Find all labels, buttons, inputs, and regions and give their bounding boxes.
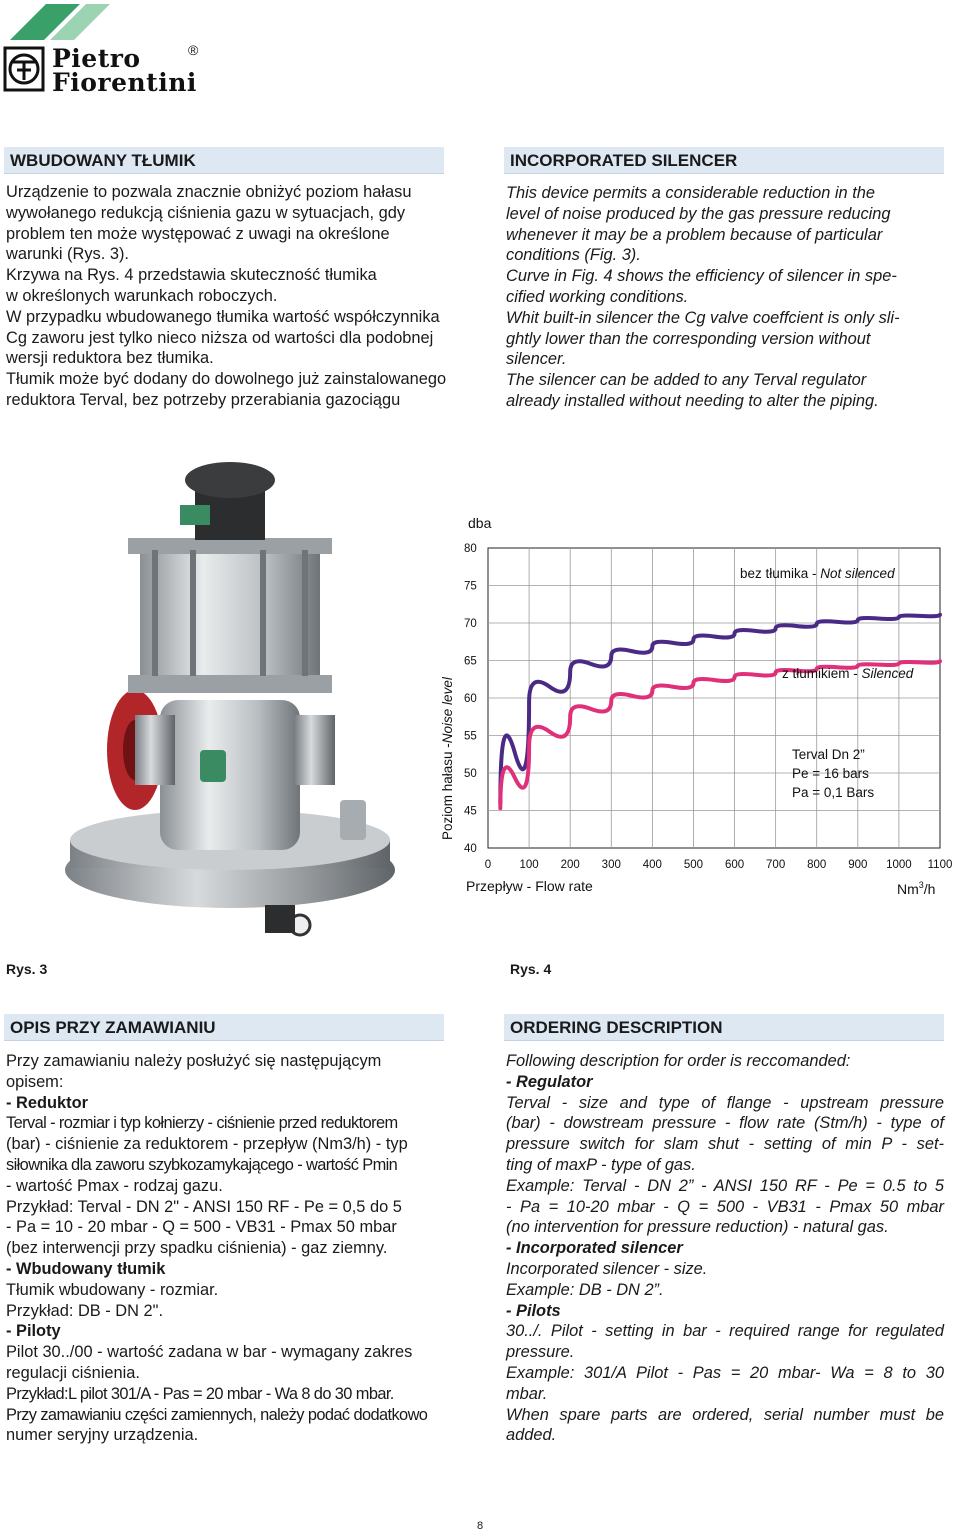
wbudowany-text-line: Tłumik może być dodany do dowolnego już zainstalowanego — [6, 370, 447, 389]
opis-text-line: Przykład:L pilot 301/A - Pas = 20 mbar - Wa 8 do 30 mbar. — [6, 1384, 394, 1403]
incorporated-text-line: whenever it may be a problem because of particular — [506, 225, 883, 244]
brand-name-line1: Pietro — [52, 44, 141, 73]
ordering-text-line: pressure. — [506, 1343, 575, 1362]
figure-label-rys3: Rys. 3 — [6, 961, 48, 977]
ordering-text-line: (bar) - dowstream pressure - flow rate (Stm/h) - type of — [506, 1114, 944, 1133]
page-number: 8 — [476, 1520, 484, 1532]
chart-x-ticks — [485, 859, 953, 871]
wbudowany-text-line: wywołanego redukcją ciśnienia gazu w sytuacjach, gdy — [6, 203, 406, 222]
opis-text-line: opisem: — [6, 1072, 64, 1091]
ordering-text-line: Terval - size and type of flange - upstream pressure — [506, 1093, 944, 1112]
ordering-text-line: 30../. Pilot - setting in bar - required range for regulated — [506, 1322, 944, 1341]
ordering-text-line: (no intervention for pressure reduction) - natural gas. — [506, 1218, 889, 1237]
wbudowany-text-line: Urządzenie to pozwala znacznie obniżyć poziom hałasu — [6, 183, 412, 201]
y-tick-label: 55 — [464, 730, 477, 743]
section-body-incorporated — [506, 183, 944, 412]
ordering-text-subheading: - Incorporated silencer — [506, 1239, 683, 1258]
opis-text-line: - wartość Pmax - rodzaj gazu. — [6, 1176, 223, 1195]
opis-text-subheading: - Wbudowany tłumik — [6, 1259, 166, 1278]
ordering-text-line: - Pa = 10-20 mbar - Q = 500 - VB31 - Pmax 50 mbar — [506, 1197, 944, 1216]
chart-plot-area — [488, 548, 940, 848]
chart-x-unit: Nm$^3$/h — [897, 880, 936, 897]
x-tick-label: 400 — [642, 859, 662, 871]
chart-annotation-line1: Terval Dn 2” — [792, 747, 865, 762]
wbudowany-text-line: W przypadku wbudowanego tłumika wartość współczynnika — [6, 307, 440, 326]
wbudowany-text-line: Krzywa na Rys. 4 przedstawia skuteczność tłumika — [6, 266, 377, 285]
ordering-text-line: Example: 301/A Pilot - Pas = 20 mbar- Wa = 8 to 30 — [506, 1363, 944, 1382]
x-tick-label: 200 — [560, 859, 580, 871]
opis-text-line: - Pa = 10 - 20 mbar - Q = 500 - VB31 - Pmax 50 mbar — [6, 1218, 397, 1237]
x-tick-label: 1000 — [886, 859, 912, 871]
ordering-text-subheading: - Regulator — [506, 1072, 593, 1091]
section-body-wbudowany — [6, 182, 447, 411]
section-heading-incorporated: INCORPORATED SILENCER — [504, 147, 944, 174]
wbudowany-text-line: wersji reduktora bez tłumika. — [6, 349, 214, 368]
incorporated-text-line: already installed without needing to alter the piping. — [506, 391, 879, 410]
x-tick-label: 0 — [484, 859, 492, 871]
incorporated-text-line: level of noise produced by the gas pressure reducing — [506, 204, 891, 223]
x-tick-label: 500 — [683, 859, 704, 871]
opis-text-subheading: - Reduktor — [6, 1093, 88, 1112]
brand-registered-mark: ® — [188, 42, 199, 58]
opis-text-line: Terval - rozmiar i typ kołnierzy - ciśnienie przed reduktorem — [6, 1114, 398, 1133]
section-heading-wbudowany: WBUDOWANY TŁUMIK — [4, 147, 444, 174]
opis-text-subheading: - Piloty — [6, 1322, 61, 1341]
noise-level-chart — [440, 510, 960, 910]
x-tick-label: 700 — [766, 859, 786, 871]
incorporated-text-line: cified working conditions. — [506, 287, 689, 306]
chart-x-axis-label: Przepływ - Flow rate — [466, 878, 593, 894]
incorporated-text-line: silencer. — [506, 350, 567, 369]
opis-text-line: regulacji ciśnienia. — [6, 1363, 140, 1382]
chart-y-ticks — [464, 543, 477, 855]
regulator-photo — [60, 450, 400, 960]
y-tick-label: 70 — [464, 618, 477, 630]
section-heading-ordering: ORDERING DESCRIPTION — [504, 1014, 944, 1041]
y-tick-label: 75 — [464, 580, 477, 593]
incorporated-text-line: ghtly lower than the corresponding version without — [506, 329, 871, 348]
brand-logo-icon — [3, 46, 45, 92]
wbudowany-text-line: Cg zaworu jest tylko nieco niższa od wartości dla podobnej — [6, 328, 434, 347]
y-tick-label: 60 — [464, 693, 477, 705]
wbudowany-text-line: w określonych warunkach roboczych. — [6, 286, 278, 305]
chart-annotation-line3: Pa = 0,1 Bars — [792, 785, 875, 800]
opis-text-line: Przy zamawianiu należy posłużyć się następującym — [6, 1052, 382, 1070]
wbudowany-text-line: problem ten może występować z uwagi na określone — [6, 224, 390, 243]
ordering-text-line: Example: Terval - DN 2” - ANSI 150 RF - Pe = 0.5 to 5 — [506, 1176, 944, 1195]
brand-stripes — [2, 2, 112, 42]
x-tick-label: 800 — [807, 859, 827, 871]
legend-silenced: z tłumikiem - Silenced — [782, 666, 914, 681]
wbudowany-text-line: warunki (Rys. 3). — [6, 245, 129, 264]
ordering-text-line: mbar. — [506, 1384, 548, 1403]
section-body-ordering — [506, 1051, 944, 1446]
incorporated-text-line: The silencer can be added to any Terval regulator — [506, 371, 867, 390]
y-tick-label: 45 — [464, 805, 477, 818]
brand-name-line2: Fiorentini — [52, 68, 197, 97]
opis-text-line: Przy zamawianiu części zamiennych, należy podać dodatkowo — [6, 1405, 428, 1424]
opis-text-line: Pilot 30../00 - wartość zadana w bar - wymagany zakres — [6, 1343, 413, 1362]
chart-y-axis-label: Poziom hałasu -Noise level — [440, 677, 455, 840]
x-tick-label: 1100 — [927, 859, 953, 871]
y-tick-label: 80 — [464, 543, 477, 555]
opis-text-line: (bez interwencji przy spadku ciśnienia) - gaz ziemny. — [6, 1239, 388, 1258]
opis-text-line: numer seryjny urządzenia. — [6, 1426, 199, 1445]
opis-text-line: Przykład: DB - DN 2". — [6, 1301, 164, 1320]
chart-y-unit: dba — [468, 515, 492, 531]
opis-text-line: siłownika dla zaworu szybkozamykającego - wartość Pmin — [6, 1155, 398, 1174]
chart-annotation-line2: Pe = 16 bars — [792, 766, 869, 781]
x-tick-label: 600 — [724, 859, 745, 871]
section-heading-opis: OPIS PRZY ZAMAWIANIU — [4, 1014, 444, 1041]
ordering-text-line: Following description for order is reccomanded: — [506, 1052, 851, 1070]
opis-text-line: (bar) - ciśnienie za reduktorem - przepływ (Nm3/h) - typ — [6, 1135, 408, 1154]
series-line-not-silenced — [500, 615, 940, 803]
incorporated-text-line: conditions (Fig. 3). — [506, 246, 641, 265]
ordering-text-line: Example: DB - DN 2”. — [506, 1280, 664, 1299]
y-tick-label: 65 — [464, 655, 477, 668]
x-tick-label: 900 — [848, 859, 868, 871]
x-tick-label: 100 — [519, 859, 539, 871]
ordering-text-line: pressure switch for slam shut - setting of min P - set- — [506, 1135, 944, 1154]
legend-not-silenced: bez tłumika - Not silenced — [740, 566, 895, 581]
incorporated-text-line: Curve in Fig. 4 shows the efficiency of silencer in spe- — [506, 267, 897, 286]
ordering-text-subheading: - Pilots — [506, 1301, 561, 1320]
wbudowany-text-line: reduktora Terval, bez potrzeby przerabiania gazociągu — [6, 390, 401, 409]
y-tick-label: 50 — [464, 768, 477, 780]
opis-text-line: Przykład: Terval - DN 2" - ANSI 150 RF - Pe = 0,5 do 5 — [6, 1197, 402, 1216]
y-tick-label: 40 — [464, 843, 477, 855]
chart-series — [500, 615, 940, 809]
figure-label-rys4: Rys. 4 — [510, 961, 552, 977]
section-body-opis — [6, 1051, 452, 1446]
ordering-text-line: added. — [506, 1426, 557, 1445]
ordering-text-line: When spare parts are ordered, serial number must be — [506, 1405, 944, 1424]
incorporated-text-line: Whit built-in silencer the Cg valve coeffcient is only sli- — [506, 308, 900, 327]
incorporated-text-line: This device permits a considerable reduction in the — [506, 184, 875, 202]
ordering-text-line: Incorporated silencer - size. — [506, 1259, 708, 1278]
ordering-text-line: ting of maxP - type of gas. — [506, 1155, 696, 1174]
x-tick-label: 300 — [601, 859, 621, 871]
opis-text-line: Tłumik wbudowany - rozmiar. — [6, 1280, 219, 1299]
